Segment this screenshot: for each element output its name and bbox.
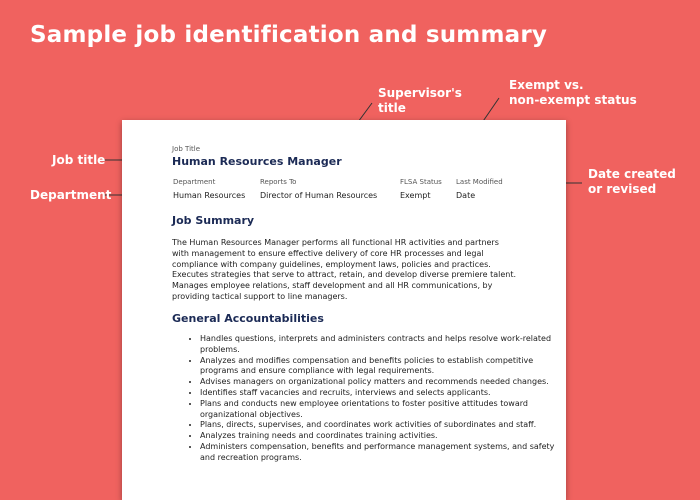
- list-item: • Plans and conducts new employee orientations to foster positive attitudes toward organizational objectives.: [200, 399, 555, 421]
- list-item: • Handles questions, interprets and administers contracts and helps resolve work-related problems.: [200, 334, 555, 356]
- list-item: • Administers compensation, benefits and performance management systems, and safety and recreation programs.: [200, 442, 555, 464]
- callout-date: [588, 167, 676, 197]
- job-summary-text: The Human Resources Manager performs all functional HR activities and partners with management to ensure effective delivery of core HR processes and legal compliance with company guidelines, employment laws, policies and practices. Executes strategies that serve to attract, retain, and develop diverse premiere talent. Manages employee relations, staff development and all HR communications, by providing tactical support to line managers.: [172, 238, 517, 301]
- callout-exempt-line2: non-exempt status: [509, 93, 637, 107]
- list-item: • Analyzes and modifies compensation and benefits policies to establish competitive programs and ensure compliance with legal requirements.: [200, 356, 555, 378]
- list-item: • Advises managers on organizational policy matters and recommends needed changes.: [200, 377, 555, 388]
- callout-date-line2: or revised: [588, 182, 657, 196]
- job-summary-heading: Job Summary: [172, 214, 255, 227]
- last-modified-value: Date: [456, 191, 476, 200]
- list-item: • Analyzes training needs and coordinates training activities.: [200, 431, 555, 442]
- callout-supervisor-line2: title: [378, 101, 406, 115]
- callout-supervisor: [378, 86, 462, 116]
- page-headline: Sample job identification and summary: [30, 22, 548, 48]
- job-title-label: Job Title: [172, 145, 201, 153]
- callout-exempt: [509, 78, 637, 108]
- callout-job-title: Job title: [52, 153, 106, 167]
- callout-supervisor-line1: Supervisor's: [378, 86, 462, 100]
- job-description-document: [122, 120, 566, 500]
- callout-department: Department: [30, 188, 112, 202]
- reports-to-value: Director of Human Resources: [260, 191, 378, 200]
- accountabilities-heading: General Accountabilities: [172, 312, 324, 325]
- list-item: • Plans, directs, supervises, and coordinates work activities of subordinates and staff.: [200, 420, 555, 431]
- callout-date-line1: Date created: [588, 167, 676, 181]
- last-modified-label: Last Modified: [456, 178, 503, 186]
- job-title-value: Human Resources Manager: [172, 155, 342, 168]
- list-item: • Identifies staff vacancies and recruits, interviews and selects applicants.: [200, 388, 555, 399]
- callout-exempt-line1: Exempt vs.: [509, 78, 584, 92]
- department-value: Human Resources: [173, 191, 246, 200]
- accountabilities-list: [172, 334, 555, 464]
- flsa-status-value: Exempt: [400, 191, 431, 200]
- reports-to-label: Reports To: [260, 178, 297, 186]
- department-label: Department: [173, 178, 216, 186]
- flsa-status-label: FLSA Status: [400, 178, 442, 186]
